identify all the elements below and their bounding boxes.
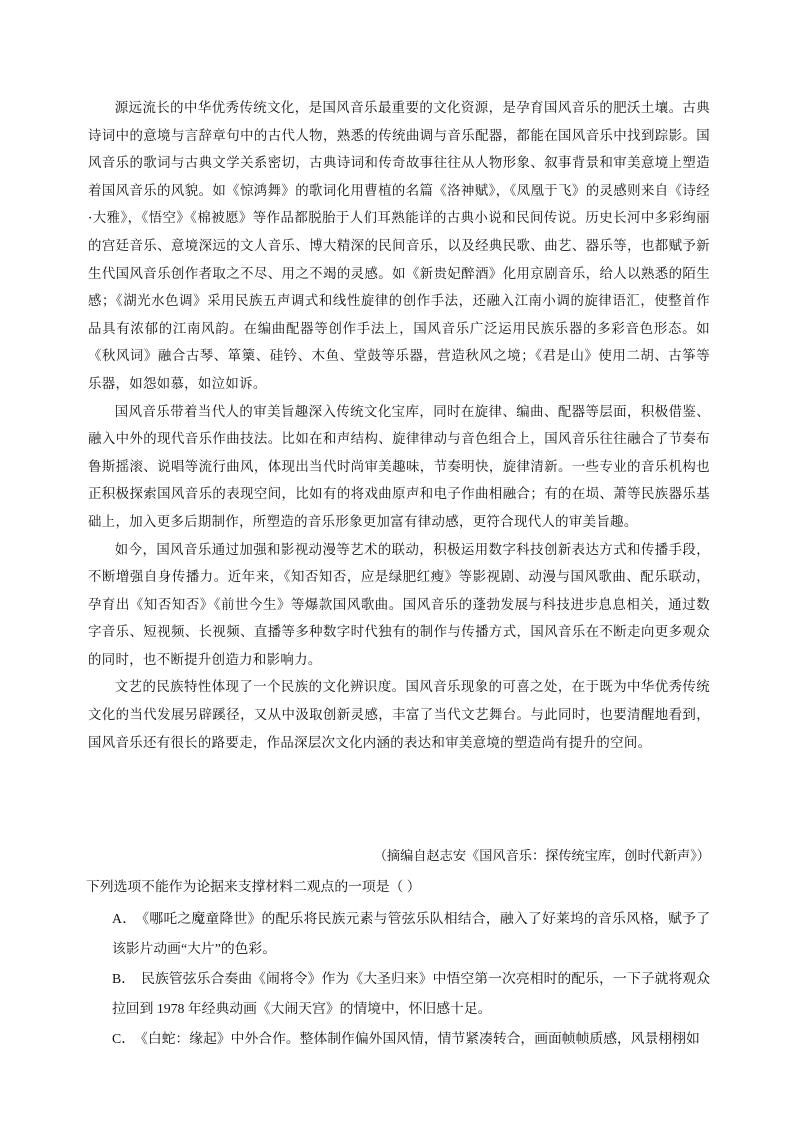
passage-paragraph-2: 国风音乐带着当代人的审美旨趣深入传统文化宝库，同时在旋律、编曲、配器等层面，积极借鉴、融入中外的现代音乐作曲技法。比如在和声结构、旋律律动与音色组合上，国风音乐往往融合了节奏布鲁斯摇滚、说唱等流行曲风，体现出当代时尚审美趣味，节奏明快，旋律清新。一些专业的音乐机构也正积极探索国风音乐的表现空间，比如有的将戏曲原声和电子作曲相融合；有的在埙、萧等民族器乐基础上，加入更多后期制作，所塑造的音乐形象更加富有律动感，更符合现代人的审美旨趣。	[88, 404, 710, 530]
passage-paragraph-3: 如今，国风音乐通过加强和影视动漫等艺术的联动，积极运用数字科技创新表达方式和传播手段，不断增强自身传播力。近年来，《知否知否，应是绿肥红瘦》等影视剧、动漫与国风歌曲、配乐联动，孕育出《知否知否》《前世今生》等爆款国风歌曲。国风音乐的蓬勃发展与科技进步息息相关，通过数字音乐、短视频、长视频、直播等多种数字时代独有的制作与传播方式，国风音乐在不断走向更多观众的同时，也不断提升创造力和影响力。	[88, 542, 710, 668]
option-a-text: 《哪吒之魔童降世》的配乐将民族元素与管弦乐队相结合，融入了好莱坞的音乐风格，赋予了该影片动画“大片”的色彩。	[112, 911, 710, 956]
option-a	[86, 904, 710, 964]
passage-paragraph-1: 源远流长的中华优秀传统文化，是国风音乐最重要的文化资源，是孕育国风音乐的肥沃土壤。古典诗词中的意境与言辞章句中的古代人物，熟悉的传统曲调与音乐配器，都能在国风音乐中找到踪影。国风音乐的歌词与古典文学关系密切，古典诗词和传奇故事往往从人物形象、叙事背景和审美意境上塑造着国风音乐的风貌。如《惊鸿舞》的歌词化用曹植的名篇《洛神赋》，《凤凰于飞》的灵感则来自《诗经·大雅》，《悟空》《棉被愿》等作品都脱胎于人们耳熟能详的古典小说和民间传说。历史长河中多彩绚丽的宫廷音乐、意境深远的文人音乐、博大精深的民间音乐，以及经典民歌、曲艺、器乐等，也都赋予新生代国风音乐创作者取之不尽、用之不竭的灵感。如《新贵妃醉酒》化用京剧音乐，给人以熟悉的陌生感；《湖光水色调》采用民族五声调式和线性旋律的创作手法，还融入江南小调的旋律语汇，使整首作品具有浓郁的江南风韵。在编曲配器等创作手法上，国风音乐广泛运用民族乐器的多彩音色形态。如《秋风词》融合古琴、箪篥、硅钤、木鱼、堂鼓等乐器，营造秋风之境；《君是山》使用二胡、古筝等乐器，如怨如慕，如泣如诉。	[88, 101, 710, 392]
option-a-letter: A．	[112, 911, 137, 926]
passage-source-citation: （摘编自赵志安《国风音乐：探传统宝库，创时代新声》）	[373, 849, 710, 864]
question-stem: 下列选项不能作为论据来支撑材料二观点的一项是（ ）	[86, 879, 421, 894]
option-c-text: 《白蛇：缘起》中外合作。整体制作偏外国风情，情节紧凑转合，画面帧帧质感，风景栩栩如	[141, 1031, 700, 1046]
option-b	[86, 964, 710, 1024]
option-c	[86, 1024, 710, 1054]
option-b-text: 民族管弦乐合奏曲《闹将令》作为《大圣归来》中悟空第一次亮相时的配乐，一下子就将观众拉回到 1978 年经典动画《大闹天宫》的情境中，怀旧感十足。	[112, 971, 711, 1016]
reading-passage	[88, 95, 710, 757]
option-b-letter: B．	[112, 971, 136, 986]
option-c-letter: C．	[112, 1031, 135, 1046]
passage-paragraph-4: 文艺的民族特性体现了一个民族的文化辨识度。国风音乐现象的可喜之处，在于既为中华优秀传统文化的当代发展另辟蹊径，又从中汲取创新灵感，丰富了当代文艺舞台。与此同时，也要清醒地看到，国风音乐还有很长的路要走，作品深层次文化内涵的表达和审美意境的塑造尚有提升的空间。	[88, 680, 710, 751]
question-block	[86, 872, 710, 1054]
